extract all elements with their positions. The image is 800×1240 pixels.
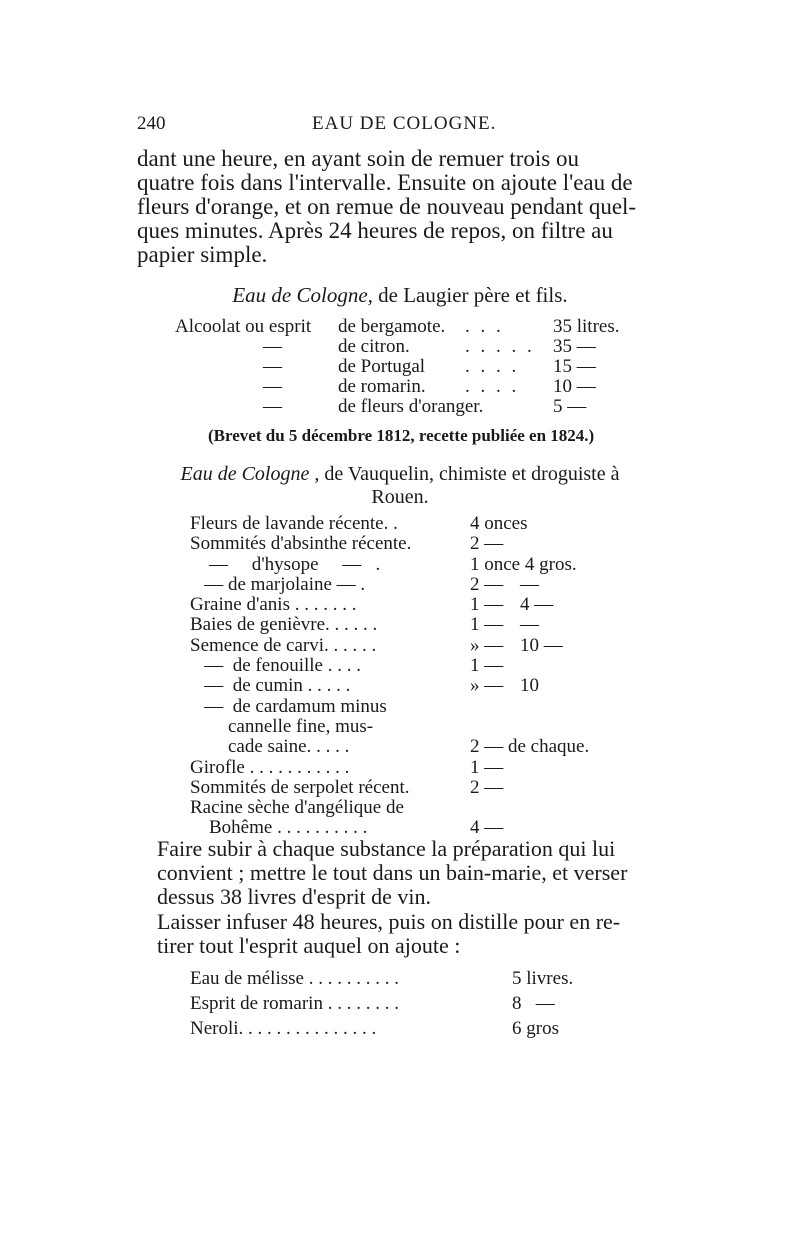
ingredient-name: de Portugal (338, 356, 426, 377)
recipe-row (190, 595, 630, 615)
recipe-heading-laugier (140, 283, 660, 308)
ditto-dash: — (263, 336, 282, 357)
recipe-title-rest: de Laugier père et fils. (372, 283, 568, 307)
ingredient-name: — de marjolaine — . (190, 573, 366, 595)
running-title: EAU DE COLOGNE. (312, 113, 497, 134)
ingredient-name: Eau de mélisse . . . . . . . . . . (190, 968, 399, 989)
recipe-row (190, 758, 630, 778)
text-line: tirer tout l'esprit auquel on ajoute : (157, 933, 461, 958)
recipe-row (190, 676, 630, 696)
ingredient-name: Racine sèche d'angélique de (190, 797, 404, 819)
quantity: 4 onces (470, 513, 528, 534)
recipe-row (190, 966, 610, 991)
recipe-row (190, 798, 630, 818)
quantity: 4 — (470, 817, 504, 839)
quantity-secondary: — (520, 573, 539, 595)
text-line: fleurs d'orange, et on remue de nouveau pendant quel- (137, 194, 637, 219)
patent-note: (Brevet du 5 décembre 1812, recette publiée en 1824.) (208, 426, 595, 445)
ingredient-name: Sommités d'absinthe récente. (190, 533, 412, 555)
additions-table (190, 966, 610, 1041)
text-line: papier simple. (137, 242, 268, 267)
ingredient-name: Esprit de romarin . . . . . . . . (190, 993, 399, 1014)
recipe-row (190, 636, 630, 656)
ingredient-name: Neroli. . . . . . . . . . . . . . . (190, 1018, 377, 1039)
recipe-row (190, 717, 630, 737)
quantity: 1 — (470, 594, 504, 616)
quantity: 1 — (470, 756, 504, 778)
distill-paragraph (157, 910, 667, 958)
recipe-row (175, 337, 635, 357)
recipe-row (190, 778, 630, 798)
ingredient-name: Semence de carvi. . . . . . (190, 634, 377, 656)
recipe-table-vauquelin (190, 514, 630, 839)
recipe-row (190, 514, 630, 534)
quantity: 2 — (470, 776, 504, 798)
recipe-row (175, 317, 635, 337)
ingredient-name: — de cardamum minus (190, 695, 387, 717)
text-line: convient ; mettre le tout dans un bain-marie, et verser (157, 860, 628, 885)
ingredient-name: de fleurs d'oranger. (338, 396, 484, 417)
quantity: 5 livres. (512, 968, 574, 989)
page-header (137, 113, 667, 143)
text-line: quatre fois dans l'intervalle. Ensuite on ajoute l'eau de (137, 170, 633, 195)
quantity: 15 — (553, 356, 596, 377)
ingredient-name: de romarin. (338, 376, 426, 397)
ingredient-name: Fleurs de lavande récente. . (190, 513, 398, 534)
text-line: Faire subir à chaque substance la préparation qui lui (157, 836, 616, 861)
quantity: 2 — de chaque. (470, 736, 590, 758)
recipe-row (175, 397, 635, 417)
quantity: 2 — (470, 573, 504, 595)
recipe-row (190, 656, 630, 676)
leader-dots: . . . (465, 316, 504, 337)
quantity-secondary: 10 (520, 675, 539, 697)
ditto-dash: — (263, 396, 282, 417)
ingredient-prefix: Alcoolat ou esprit (175, 316, 312, 337)
ingredient-name: cannelle fine, mus- (190, 715, 374, 737)
ingredient-name: de citron. (338, 336, 410, 357)
quantity: 1 once 4 gros. (470, 553, 577, 575)
quantity: 8 — (512, 993, 555, 1014)
recipe-row (190, 991, 610, 1016)
quantity: » — (470, 675, 504, 697)
recipe-title-rest: de Vauquelin, chimiste et droguiste à (319, 463, 620, 485)
quantity-secondary: — (520, 614, 539, 636)
ditto-dash: — (263, 376, 282, 397)
quantity: 1 — (470, 655, 504, 677)
intro-paragraph (137, 147, 667, 267)
ingredient-name: cade saine. . . . . (190, 736, 350, 758)
leader-dots: . . . . (465, 376, 520, 397)
recipe-title-italic: Eau de Cologne, (232, 283, 373, 307)
quantity: 5 — (553, 396, 587, 417)
page-number: 240 (137, 113, 166, 134)
quantity: 10 — (553, 376, 596, 397)
ingredient-name: — de fenouille . . . . (190, 655, 361, 677)
quantity-secondary: 10 — (520, 634, 563, 656)
recipe-row (190, 697, 630, 717)
ingredient-name: Sommités de serpolet récent. (190, 776, 410, 798)
instruction-paragraph (157, 837, 667, 909)
text-line: ques minutes. Après 24 heures de repos, on filtre au (137, 218, 613, 243)
recipe-title-line2: Rouen. (371, 486, 429, 508)
quantity: 1 — (470, 614, 504, 636)
recipe-row (190, 575, 630, 595)
recipe-heading-vauquelin (150, 463, 650, 509)
recipe-title-italic: Eau de Cologne , (180, 463, 320, 485)
ingredient-name: — de cumin . . . . . (190, 675, 351, 697)
text-line: Laisser infuser 48 heures, puis on distille pour en re- (157, 909, 621, 934)
ingredient-name: Girofle . . . . . . . . . . . (190, 756, 350, 778)
quantity-secondary: 4 — (520, 594, 554, 616)
recipe-row (190, 534, 630, 554)
recipe-row (190, 1016, 610, 1041)
quantity: 6 gros (512, 1018, 559, 1039)
recipe-row (190, 737, 630, 757)
leader-dots: . . . . . (465, 336, 535, 357)
text-line: dessus 38 livres d'esprit de vin. (157, 884, 432, 909)
recipe-row (190, 615, 630, 635)
recipe-row (175, 357, 635, 377)
ingredient-name: Graine d'anis . . . . . . . (190, 594, 357, 616)
quantity: » — (470, 634, 504, 656)
ditto-dash: — (263, 356, 282, 377)
recipe-row (175, 377, 635, 397)
recipe-table-laugier (175, 317, 635, 417)
recipe-row (190, 555, 630, 575)
ingredient-name: — d'hysope — . (190, 553, 381, 575)
quantity: 35 — (553, 336, 596, 357)
leader-dots: . . . . (465, 356, 520, 377)
quantity: 2 — (470, 533, 504, 555)
ingredient-name: Baies de genièvre. . . . . . (190, 614, 378, 636)
ingredient-name: Bohême . . . . . . . . . . (190, 817, 368, 839)
text-line: dant une heure, en ayant soin de remuer trois ou (137, 146, 579, 171)
ingredient-name: de bergamote. (338, 316, 446, 337)
quantity: 35 litres. (553, 316, 620, 337)
